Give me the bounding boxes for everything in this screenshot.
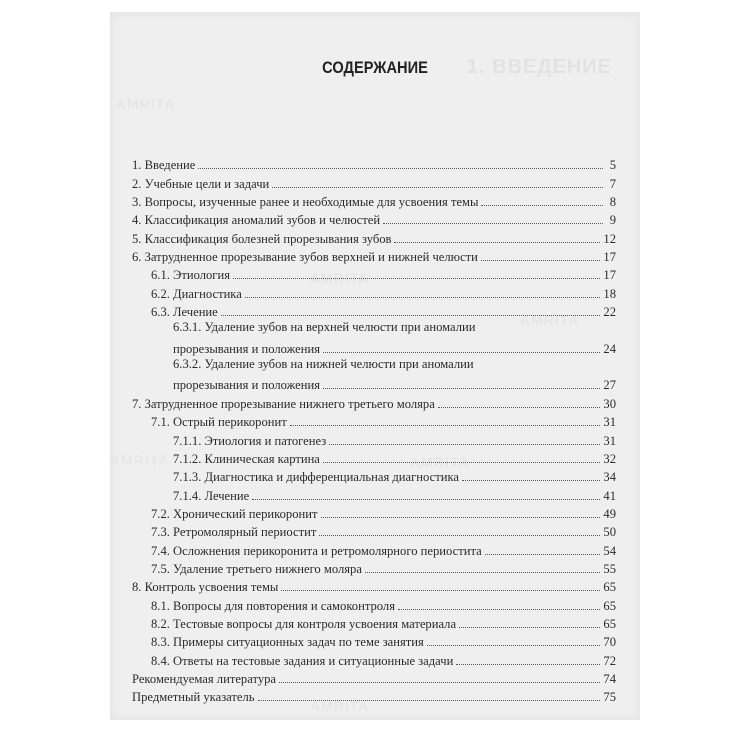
toc-entry (132, 302, 616, 320)
dot-leader (394, 242, 600, 243)
toc-page-number: 54 (603, 543, 616, 558)
toc-entry (132, 687, 616, 705)
dot-leader (323, 462, 601, 463)
toc-entry (132, 449, 616, 467)
toc-page-number: 22 (603, 305, 616, 320)
dot-leader (319, 535, 600, 536)
dot-leader (398, 609, 600, 610)
toc-entry-label: 6.1. Этиология (151, 268, 231, 283)
toc-entry-label: 7.2. Хронический перикоронит (151, 506, 318, 521)
toc-page-number: 12 (603, 231, 616, 246)
toc-page-number: 65 (603, 598, 616, 613)
book-page (110, 12, 640, 720)
toc-page-number: 65 (603, 580, 616, 595)
toc-page-number: 41 (603, 488, 616, 503)
toc-page-number: 7 (609, 176, 616, 191)
toc-entry-label: Рекомендуемая литература (132, 671, 277, 686)
toc-entry (132, 375, 616, 393)
dot-leader (252, 499, 600, 500)
toc-page-number: 9 (609, 213, 616, 228)
dot-leader (438, 407, 601, 408)
toc-entry (132, 247, 616, 265)
toc-entry-label: 6.3.2. Удаление зубов на нижней челюсти при аномалии (173, 356, 474, 371)
toc-entry-label: 7.5. Удаление третьего нижнего моляра (151, 561, 362, 576)
toc-page-number: 75 (603, 690, 616, 705)
toc-entry-label: 7.1.4. Лечение (173, 488, 250, 503)
toc-entry-label: 3. Вопросы, изученные ранее и необходимые для усвоения темы (132, 195, 479, 210)
toc-entry (132, 155, 616, 173)
toc-entry (132, 467, 616, 485)
toc-entry-label: 8.3. Примеры ситуационных задач по теме занятия (151, 635, 424, 650)
toc-entry-label: 6.2. Диагностика (151, 286, 242, 301)
dot-leader (329, 444, 600, 445)
toc-entry-label: 6. Затрудненное прорезывание зубов верхней и нижней челюсти (132, 250, 478, 265)
toc-page-number: 50 (603, 525, 616, 540)
bleed-through-heading: 1. ВВЕДЕНИЕ (466, 56, 612, 78)
toc-entry-label: 8. Контроль усвоения темы (132, 580, 279, 595)
toc-page-number: 49 (603, 506, 616, 521)
toc-page-number: 27 (603, 378, 616, 393)
watermark-text: AMRITA (310, 270, 370, 286)
dot-leader (462, 480, 600, 481)
toc-entry (132, 228, 616, 246)
toc-page-number: 31 (603, 433, 616, 448)
toc-entry (132, 632, 616, 650)
toc-entry (132, 210, 616, 228)
toc-entry (132, 393, 616, 411)
dot-leader (233, 278, 600, 279)
toc-entry (132, 430, 616, 448)
toc-entry (132, 614, 616, 632)
toc-entry (132, 173, 616, 191)
toc-page-number: 72 (603, 653, 616, 668)
toc-entry (132, 577, 616, 595)
toc-entry-label: 8.1. Вопросы для повторения и самоконтроля (151, 598, 395, 613)
watermark-text: AMRITA (116, 96, 176, 112)
toc-page-number: 74 (603, 671, 616, 686)
dot-leader (323, 352, 600, 353)
dot-leader (258, 700, 601, 701)
dot-leader (485, 554, 601, 555)
toc-entry (132, 504, 616, 522)
dot-leader (281, 590, 600, 591)
toc-entry-label: 7.4. Осложнения перикоронита и ретромолярного периостита (151, 543, 482, 558)
watermark-text: AMRITA (110, 452, 170, 468)
toc-entry-label: 4. Классификация аномалий зубов и челюстей (132, 213, 381, 228)
dot-leader (198, 168, 603, 169)
toc-page-number: 55 (603, 561, 616, 576)
watermark-text: AMRITA (310, 698, 370, 714)
dot-leader (365, 572, 600, 573)
toc-page-number: 17 (603, 268, 616, 283)
toc-entry-label: 5. Классификация болезней прорезывания зубов (132, 231, 392, 246)
toc-entry (132, 192, 616, 210)
toc-entry-label: 1. Введение (132, 158, 196, 173)
toc-entry-label: 7.3. Ретромолярный периостит (151, 525, 317, 540)
dot-leader (481, 260, 600, 261)
toc-entry-continuation: прорезывания и положения (173, 378, 321, 393)
toc-page-number: 30 (603, 396, 616, 411)
dot-leader (290, 425, 601, 426)
toc-page-number: 70 (603, 635, 616, 650)
toc-page-number: 18 (603, 286, 616, 301)
toc-page-number: 34 (603, 470, 616, 485)
dot-leader (323, 388, 600, 389)
dot-leader (427, 645, 601, 646)
toc-entry (132, 265, 616, 283)
toc-page-number: 24 (603, 341, 616, 356)
toc-entry (132, 595, 616, 613)
toc-entry-label: 7.1. Острый перикоронит (151, 415, 287, 430)
toc-page-number: 31 (603, 415, 616, 430)
toc-entry-label: 2. Учебные цели и задачи (132, 176, 270, 191)
dot-leader (321, 517, 601, 518)
toc-page-number: 17 (603, 250, 616, 265)
page-title: СОДЕРЖАНИЕ (322, 58, 428, 77)
toc-page-number: 8 (609, 195, 616, 210)
toc-entry (132, 522, 616, 540)
toc-entry-label: 7. Затрудненное прорезывание нижнего третьего моляра (132, 396, 435, 411)
toc-entry (132, 669, 616, 687)
dot-leader (481, 205, 603, 206)
watermark-text: AMRITA (520, 312, 580, 328)
toc-entry-label: 8.2. Тестовые вопросы для контроля усвоения материала (151, 616, 457, 631)
toc-entry-label: 7.1.2. Клиническая картина (173, 451, 320, 466)
toc-entry (132, 283, 616, 301)
toc-entry (132, 338, 616, 356)
toc-entry (132, 559, 616, 577)
toc-entry (132, 650, 616, 668)
toc-entry-label: 6.3.1. Удаление зубов на верхней челюсти при аномалии (173, 320, 476, 335)
toc-page-number: 5 (609, 158, 616, 173)
toc-entry-label: 7.1.3. Диагностика и дифференциальная диагностика (173, 470, 459, 485)
dot-leader (272, 187, 603, 188)
toc-page-number: 32 (603, 451, 616, 466)
toc-entry-label: 6.3. Лечение (151, 305, 218, 320)
toc-page-number: 65 (603, 616, 616, 631)
toc-entry-label: 8.4. Ответы на тестовые задания и ситуационные задачи (151, 653, 454, 668)
watermark-text: AMRITA (410, 454, 470, 470)
watermark (116, 96, 175, 112)
toc-entry (132, 540, 616, 558)
dot-leader (279, 682, 600, 683)
toc-entry-label: 7.1.1. Этиология и патогенез (173, 433, 327, 448)
toc-entry (132, 412, 616, 430)
toc-entry (132, 485, 616, 503)
table-of-contents (132, 155, 616, 705)
dot-leader (456, 664, 600, 665)
dot-leader (383, 223, 603, 224)
toc-entry-continuation: прорезывания и положения (173, 341, 321, 356)
dot-leader (459, 627, 600, 628)
toc-entry-label: Предметный указатель (132, 690, 255, 705)
dot-leader (221, 315, 601, 316)
dot-leader (245, 297, 601, 298)
